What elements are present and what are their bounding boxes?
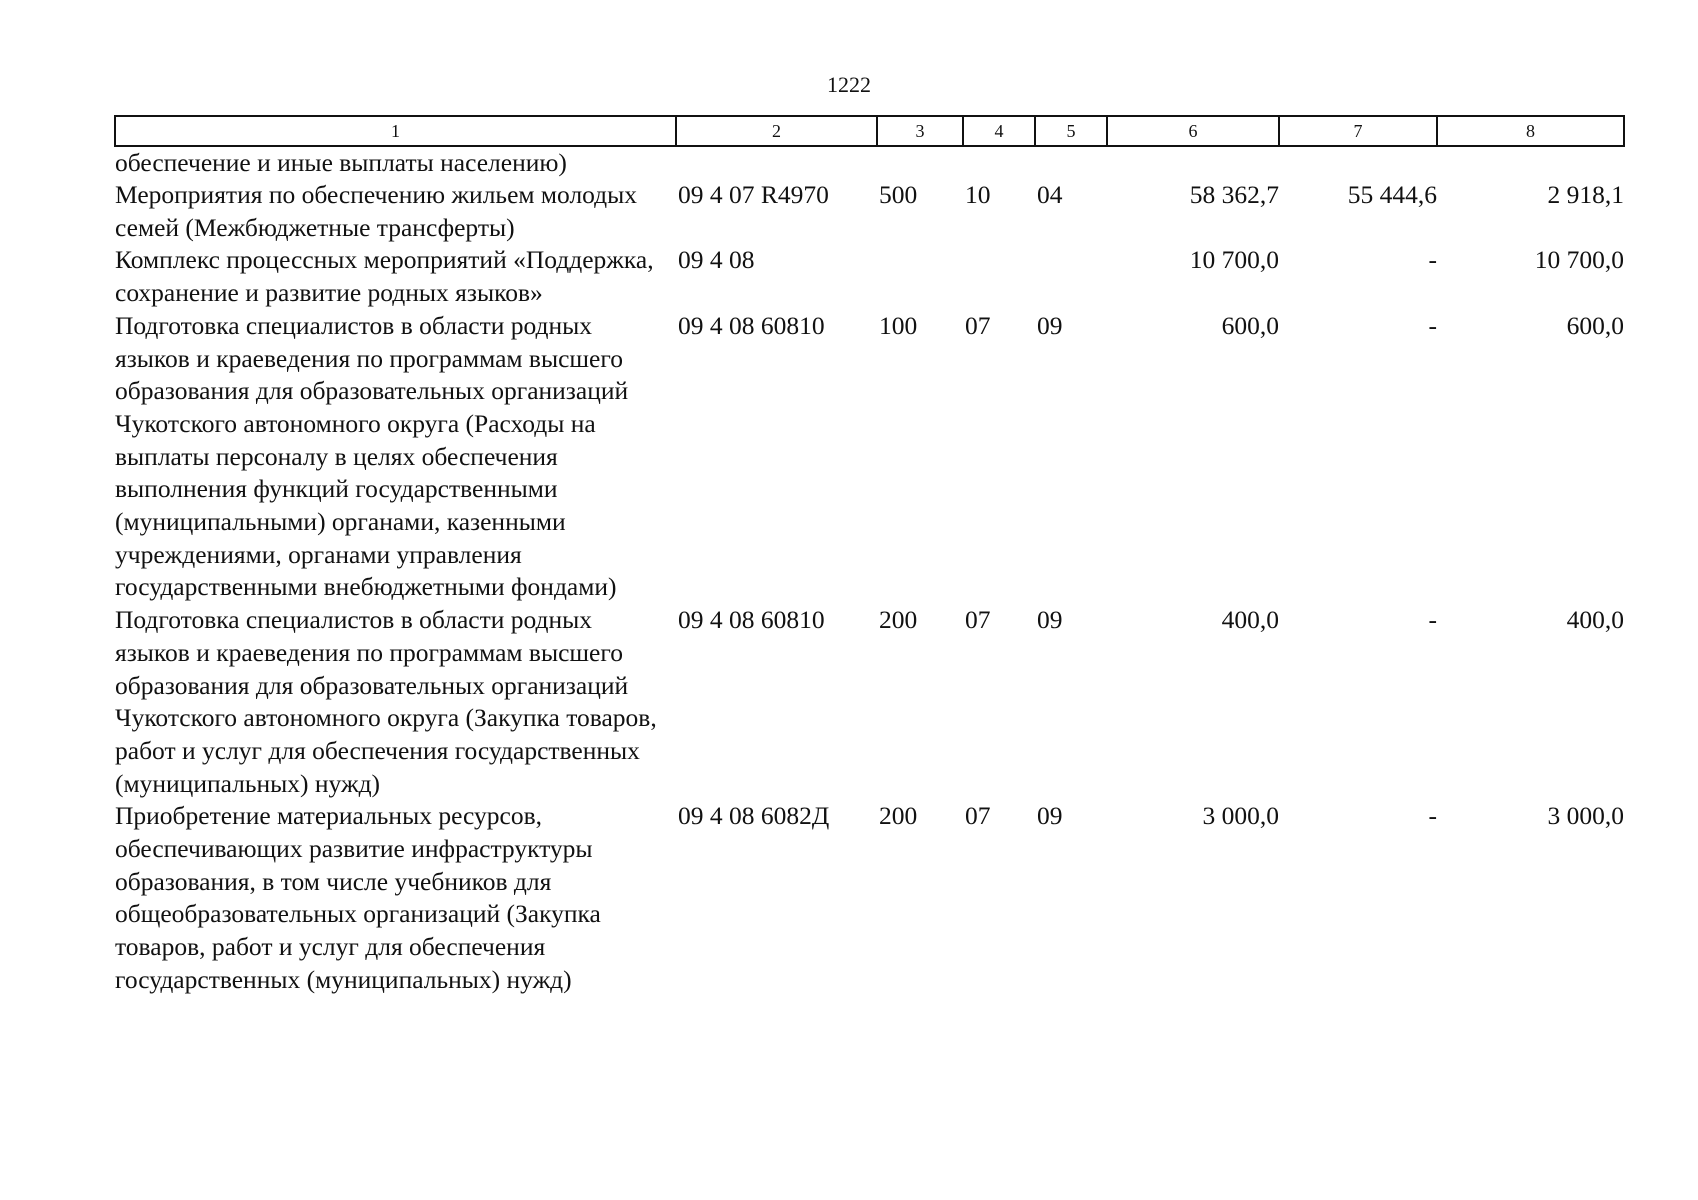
table-header: [115, 116, 1624, 146]
row-col6: 400,0: [1221, 605, 1279, 635]
page-number: 1222: [827, 72, 871, 97]
row-name: Мероприятия по обеспечению жильем молодых семей (Межбюджетные трансферты): [115, 180, 638, 242]
row-col3: [877, 244, 963, 309]
row-col7: -: [1428, 310, 1437, 340]
row-code: 09 4 08 60810: [678, 310, 825, 340]
row-col8: 3 000,0: [1547, 801, 1624, 831]
row-code: 09 4 08: [678, 245, 755, 275]
row-col5: 04: [1037, 180, 1063, 209]
row-col6: 58 362,7: [1189, 180, 1279, 209]
column-header: 3: [877, 116, 963, 146]
table-row: [115, 310, 1624, 604]
table-row: [115, 244, 1624, 309]
row-col4: 07: [965, 605, 991, 635]
row-col6: [1107, 146, 1279, 179]
row-col7: 55 444,6: [1347, 180, 1437, 209]
column-header: 8: [1437, 116, 1624, 146]
row-col5: 09: [1037, 605, 1063, 635]
row-col3: 500: [879, 180, 918, 209]
row-col5: 09: [1037, 801, 1063, 831]
table-row: [115, 604, 1624, 800]
row-col4: 07: [965, 801, 991, 831]
table-row: [115, 800, 1624, 996]
row-col3: 100: [879, 310, 918, 340]
column-header: 2: [676, 116, 877, 146]
row-col7: -: [1428, 605, 1437, 635]
table-row: [115, 146, 1624, 179]
row-col5: [1035, 244, 1107, 309]
table-row: [115, 179, 1624, 244]
row-col7: -: [1428, 245, 1437, 275]
row-name: обеспечение и иные выплаты населению): [115, 148, 567, 177]
row-code: 09 4 08 6082Д: [678, 801, 830, 831]
row-col5: [1035, 146, 1107, 179]
row-col3: 200: [879, 605, 918, 635]
row-col6: 3 000,0: [1202, 801, 1279, 831]
row-col8: 10 700,0: [1534, 245, 1624, 275]
column-header: 6: [1107, 116, 1279, 146]
row-col8: [1437, 146, 1624, 179]
column-header: 4: [963, 116, 1035, 146]
row-col4: 10: [965, 180, 991, 209]
row-col7: [1279, 146, 1437, 179]
row-col6: 10 700,0: [1189, 245, 1279, 275]
row-name: Подготовка специалистов в области родных языков и краеведения по программам высшего образования для образовательных организаций Чукотского автономного округа (Расходы на выплаты персоналу в целях обеспечения выполнения функций государственными (муниципальными) органами, казенными учреждениями, органами управления государственными внебюджетными фондами): [115, 310, 629, 602]
column-header: 7: [1279, 116, 1437, 146]
row-code: 09 4 08 60810: [678, 605, 825, 635]
row-col3: [877, 146, 963, 179]
row-code: 09 4 07 R4970: [678, 180, 829, 209]
row-col7: -: [1428, 801, 1437, 831]
row-col4: [963, 244, 1035, 309]
budget-table: [114, 115, 1625, 997]
row-col8: 600,0: [1566, 310, 1624, 340]
row-col8: 2 918,1: [1547, 180, 1624, 209]
row-col5: 09: [1037, 310, 1063, 340]
row-col4: 07: [965, 310, 991, 340]
column-header: 1: [115, 116, 676, 146]
row-col4: [963, 146, 1035, 179]
row-name: Подготовка специалистов в области родных языков и краеведения по программам высшего образования для образовательных организаций Чукотского автономного округа (Закупка товаров, работ и услуг для обеспечения государственных (муниципальных) нужд): [115, 605, 657, 798]
row-name: Приобретение материальных ресурсов, обеспечивающих развитие инфраструктуры образования, в том числе учебников для общеобразовательных организаций (Закупка товаров, работ и услуг для обеспечения государственных (муниципальных) нужд): [115, 801, 601, 994]
row-col8: 400,0: [1566, 605, 1624, 635]
row-col3: 200: [879, 801, 918, 831]
row-name: Комплекс процессных мероприятий «Поддержка, сохранение и развитие родных языков»: [115, 245, 654, 308]
row-code: [676, 146, 877, 179]
row-col6: 600,0: [1221, 310, 1279, 340]
column-header: 5: [1035, 116, 1107, 146]
